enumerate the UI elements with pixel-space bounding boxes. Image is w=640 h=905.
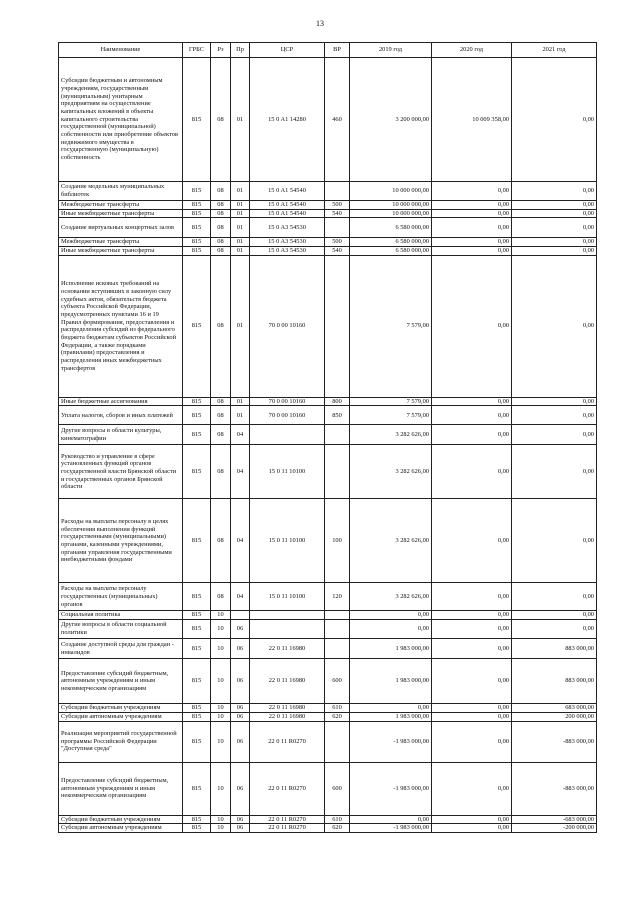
cell-y2019: 0,00 [350, 620, 432, 639]
cell-y2020: 0,00 [432, 611, 512, 620]
cell-grbs: 815 [183, 499, 211, 583]
cell-csr: 15 0 A1 54540 [250, 182, 325, 201]
cell-y2019: 6 580 000,00 [350, 238, 432, 247]
cell-y2021: 0,00 [512, 238, 597, 247]
table-row [59, 815, 597, 824]
cell-name: Межбюджетные трансферты [59, 238, 183, 247]
cell-pr [231, 611, 250, 620]
cell-y2021: 0,00 [512, 182, 597, 201]
cell-rz: 10 [211, 611, 231, 620]
cell-grbs: 815 [183, 397, 211, 406]
cell-y2019: 10 000 000,00 [350, 182, 432, 201]
cell-vr [325, 218, 350, 238]
cell-pr: 01 [231, 58, 250, 182]
cell-csr: 22 0 11 16980 [250, 704, 325, 713]
cell-rz: 08 [211, 397, 231, 406]
cell-name: Субсидии бюджетным учреждениям [59, 704, 183, 713]
header-name: Наименование [59, 43, 183, 58]
table-row [59, 397, 597, 406]
table-row [59, 639, 597, 659]
cell-y2021: 0,00 [512, 255, 597, 397]
cell-rz: 10 [211, 659, 231, 704]
cell-name: Создание доступной среды для граждан - инвалидов [59, 639, 183, 659]
cell-pr: 01 [231, 209, 250, 218]
cell-rz: 08 [211, 58, 231, 182]
cell-y2020: 10 009 358,00 [432, 58, 512, 182]
cell-csr: 15 0 A1 54540 [250, 201, 325, 210]
cell-vr: 850 [325, 406, 350, 425]
cell-rz: 10 [211, 704, 231, 713]
cell-grbs: 815 [183, 406, 211, 425]
cell-y2019: 7 579,00 [350, 397, 432, 406]
table-row [59, 499, 597, 583]
budget-table [58, 42, 597, 833]
header-vr: ВР [325, 43, 350, 58]
cell-vr: 540 [325, 209, 350, 218]
cell-y2021: 200 000,00 [512, 712, 597, 721]
header-pr: Пр [231, 43, 250, 58]
table-row [59, 659, 597, 704]
cell-y2021: 0,00 [512, 620, 597, 639]
cell-vr: 800 [325, 397, 350, 406]
cell-name: Субсидии бюджетным учреждениям [59, 815, 183, 824]
cell-csr: 70 0 00 10160 [250, 406, 325, 425]
cell-grbs: 815 [183, 238, 211, 247]
cell-csr [250, 611, 325, 620]
cell-vr [325, 425, 350, 445]
cell-grbs: 815 [183, 209, 211, 218]
table-row [59, 704, 597, 713]
cell-vr: 120 [325, 583, 350, 611]
cell-rz: 08 [211, 247, 231, 256]
cell-vr: 500 [325, 238, 350, 247]
cell-rz: 10 [211, 639, 231, 659]
cell-rz: 08 [211, 182, 231, 201]
cell-name: Предоставление субсидий бюджетным, автономным учреждениям и иным некоммерческим организациям [59, 659, 183, 704]
cell-pr: 01 [231, 255, 250, 397]
table-row [59, 406, 597, 425]
table-row [59, 583, 597, 611]
cell-vr [325, 182, 350, 201]
cell-name: Иные межбюджетные трансферты [59, 247, 183, 256]
cell-pr: 06 [231, 762, 250, 815]
cell-y2020: 0,00 [432, 762, 512, 815]
cell-y2021: 0,00 [512, 445, 597, 499]
table-row [59, 824, 597, 833]
cell-y2020: 0,00 [432, 406, 512, 425]
cell-y2020: 0,00 [432, 255, 512, 397]
cell-csr [250, 620, 325, 639]
cell-rz: 10 [211, 762, 231, 815]
cell-grbs: 815 [183, 712, 211, 721]
cell-y2021: 0,00 [512, 611, 597, 620]
cell-csr: 22 0 11 R0270 [250, 762, 325, 815]
table-row [59, 255, 597, 397]
cell-y2021: 883 000,00 [512, 639, 597, 659]
table-header [59, 43, 597, 58]
cell-rz: 08 [211, 238, 231, 247]
cell-y2021: -683 000,00 [512, 815, 597, 824]
cell-grbs: 815 [183, 247, 211, 256]
cell-name: Иные межбюджетные трансферты [59, 209, 183, 218]
cell-rz: 08 [211, 425, 231, 445]
cell-y2019: 7 579,00 [350, 255, 432, 397]
cell-name: Создание виртуальных концертных залов [59, 218, 183, 238]
cell-rz: 10 [211, 721, 231, 762]
cell-grbs: 815 [183, 659, 211, 704]
cell-y2020: 0,00 [432, 639, 512, 659]
cell-y2021: 0,00 [512, 218, 597, 238]
cell-y2021: -883 000,00 [512, 721, 597, 762]
cell-name: Расходы на выплаты персоналу в целях обеспечения выполнения функций государственными (муниципальными) органами, казенными учреждениями, органами управления государственными внебюджетными фондами [59, 499, 183, 583]
cell-csr: 15 0 11 10100 [250, 583, 325, 611]
cell-name: Субсидии бюджетным и автономным учреждениям, государственным (муниципальным) унитарным предприятиям на осуществление капитальных вложений в объекты капитального строительства государственной (муниципальной) собственности или приобретение объектов недвижимого имущества в государственную (муниципальную) собственность [59, 58, 183, 182]
cell-y2020: 0,00 [432, 721, 512, 762]
cell-name: Уплата налогов, сборов и иных платежей [59, 406, 183, 425]
cell-y2019: 3 282 626,00 [350, 425, 432, 445]
table-row [59, 712, 597, 721]
cell-y2019: 1 983 000,00 [350, 639, 432, 659]
cell-rz: 10 [211, 712, 231, 721]
cell-y2020: 0,00 [432, 620, 512, 639]
cell-y2020: 0,00 [432, 704, 512, 713]
cell-rz: 08 [211, 255, 231, 397]
cell-vr [325, 721, 350, 762]
table-row [59, 247, 597, 256]
cell-vr [325, 611, 350, 620]
cell-pr: 06 [231, 620, 250, 639]
cell-vr: 610 [325, 815, 350, 824]
cell-y2019: 0,00 [350, 611, 432, 620]
cell-y2020: 0,00 [432, 445, 512, 499]
cell-grbs: 815 [183, 201, 211, 210]
cell-name: Создание модельных муниципальных библиотек [59, 182, 183, 201]
cell-csr: 22 0 11 16980 [250, 639, 325, 659]
table-row [59, 218, 597, 238]
cell-pr: 06 [231, 659, 250, 704]
cell-pr: 06 [231, 704, 250, 713]
cell-vr [325, 255, 350, 397]
cell-name: Предоставление субсидий бюджетным, автономным учреждениям и иным некоммерческим организациям [59, 762, 183, 815]
cell-rz: 08 [211, 218, 231, 238]
header-grbs: ГРБС [183, 43, 211, 58]
table-row [59, 425, 597, 445]
cell-y2020: 0,00 [432, 659, 512, 704]
cell-vr: 600 [325, 659, 350, 704]
cell-pr: 01 [231, 406, 250, 425]
cell-grbs: 815 [183, 182, 211, 201]
cell-name: Иные бюджетные ассигнования [59, 397, 183, 406]
cell-vr: 620 [325, 824, 350, 833]
cell-grbs: 815 [183, 58, 211, 182]
cell-vr: 540 [325, 247, 350, 256]
cell-y2019: 6 580 000,00 [350, 247, 432, 256]
cell-name: Субсидии автономным учреждениям [59, 712, 183, 721]
table-row [59, 620, 597, 639]
cell-pr: 01 [231, 238, 250, 247]
cell-vr: 620 [325, 712, 350, 721]
header-2019: 2019 год [350, 43, 432, 58]
cell-y2020: 0,00 [432, 712, 512, 721]
page-number: 13 [316, 19, 324, 28]
cell-csr: 22 0 11 R0270 [250, 824, 325, 833]
cell-csr: 15 0 A3 54530 [250, 247, 325, 256]
table-row [59, 238, 597, 247]
cell-y2020: 0,00 [432, 209, 512, 218]
cell-y2021: 0,00 [512, 583, 597, 611]
cell-csr: 15 0 A1 14280 [250, 58, 325, 182]
cell-y2019: 7 579,00 [350, 406, 432, 425]
cell-y2019: 1 983 000,00 [350, 712, 432, 721]
cell-pr: 04 [231, 445, 250, 499]
cell-pr: 06 [231, 824, 250, 833]
cell-y2021: 0,00 [512, 499, 597, 583]
cell-y2020: 0,00 [432, 425, 512, 445]
cell-rz: 10 [211, 824, 231, 833]
cell-vr: 500 [325, 201, 350, 210]
cell-grbs: 815 [183, 721, 211, 762]
cell-grbs: 815 [183, 815, 211, 824]
cell-pr: 01 [231, 397, 250, 406]
cell-pr: 01 [231, 218, 250, 238]
table-row [59, 445, 597, 499]
cell-grbs: 815 [183, 425, 211, 445]
cell-rz: 08 [211, 406, 231, 425]
cell-y2020: 0,00 [432, 182, 512, 201]
table-row [59, 721, 597, 762]
cell-y2019: 1 983 000,00 [350, 659, 432, 704]
cell-y2021: 0,00 [512, 209, 597, 218]
cell-grbs: 815 [183, 611, 211, 620]
cell-name: Социальная политика [59, 611, 183, 620]
cell-grbs: 815 [183, 445, 211, 499]
cell-y2020: 0,00 [432, 583, 512, 611]
header-csr: ЦСР [250, 43, 325, 58]
cell-name: Другие вопросы в области социальной политики [59, 620, 183, 639]
cell-name: Расходы на выплаты персоналу государственных (муниципальных) органов [59, 583, 183, 611]
cell-y2020: 0,00 [432, 247, 512, 256]
cell-vr: 600 [325, 762, 350, 815]
cell-name: Межбюджетные трансферты [59, 201, 183, 210]
cell-y2021: 0,00 [512, 406, 597, 425]
cell-csr: 15 0 11 10100 [250, 499, 325, 583]
table-row [59, 611, 597, 620]
header-2020: 2020 год [432, 43, 512, 58]
cell-pr: 06 [231, 815, 250, 824]
header-row [59, 43, 597, 58]
cell-vr: 100 [325, 499, 350, 583]
cell-grbs: 815 [183, 583, 211, 611]
cell-csr: 15 0 A3 54530 [250, 218, 325, 238]
cell-rz: 10 [211, 620, 231, 639]
cell-y2019: 3 200 000,00 [350, 58, 432, 182]
cell-grbs: 815 [183, 639, 211, 659]
cell-grbs: 815 [183, 704, 211, 713]
cell-grbs: 815 [183, 620, 211, 639]
cell-y2020: 0,00 [432, 397, 512, 406]
cell-y2019: -1 983 000,00 [350, 762, 432, 815]
cell-y2019: 10 000 000,00 [350, 201, 432, 210]
cell-y2019: -1 983 000,00 [350, 824, 432, 833]
cell-y2019: 6 580 000,00 [350, 218, 432, 238]
cell-y2021: 0,00 [512, 201, 597, 210]
cell-pr: 04 [231, 499, 250, 583]
cell-name: Руководство и управление в сфере установленных функций органов государственной власти Брянской области и государственных органов Брянской области [59, 445, 183, 499]
cell-csr: 70 0 00 10160 [250, 397, 325, 406]
cell-y2019: 0,00 [350, 704, 432, 713]
cell-name: Исполнение исковых требований на основании вступивших в законную силу судебных актов, обязательств бюджета субъекта Российской Федерации, предусмотренных пунктами 16 и 19 Правил формирования, предоставления и распределения субсидий из федерального бюджета бюджетам субъектов Российской Федерации, а также порядками (правилами) предоставления и распределения иных межбюджетных трансфертов [59, 255, 183, 397]
cell-rz: 08 [211, 583, 231, 611]
cell-vr [325, 639, 350, 659]
table-row [59, 201, 597, 210]
cell-y2020: 0,00 [432, 499, 512, 583]
cell-csr [250, 425, 325, 445]
cell-rz: 10 [211, 815, 231, 824]
header-2021: 2021 год [512, 43, 597, 58]
cell-pr: 01 [231, 201, 250, 210]
cell-y2021: 0,00 [512, 247, 597, 256]
cell-csr: 15 0 11 10100 [250, 445, 325, 499]
cell-vr [325, 620, 350, 639]
table-row [59, 762, 597, 815]
cell-vr: 610 [325, 704, 350, 713]
cell-csr: 22 0 11 16980 [250, 659, 325, 704]
cell-y2020: 0,00 [432, 238, 512, 247]
cell-pr: 06 [231, 639, 250, 659]
cell-rz: 08 [211, 209, 231, 218]
table-row [59, 182, 597, 201]
cell-name: Субсидии автономным учреждениям [59, 824, 183, 833]
cell-y2020: 0,00 [432, 824, 512, 833]
table-row [59, 209, 597, 218]
cell-pr: 04 [231, 583, 250, 611]
cell-name: Реализация мероприятий государственной программы Российской Федерации "Доступная среда" [59, 721, 183, 762]
cell-grbs: 815 [183, 762, 211, 815]
cell-rz: 08 [211, 445, 231, 499]
cell-vr: 460 [325, 58, 350, 182]
cell-vr [325, 445, 350, 499]
cell-y2019: -1 983 000,00 [350, 721, 432, 762]
cell-csr: 70 0 00 10160 [250, 255, 325, 397]
cell-y2021: -883 000,00 [512, 762, 597, 815]
cell-rz: 08 [211, 201, 231, 210]
cell-rz: 08 [211, 499, 231, 583]
cell-csr: 15 0 A1 54540 [250, 209, 325, 218]
cell-y2021: -200 000,00 [512, 824, 597, 833]
cell-pr: 01 [231, 182, 250, 201]
cell-y2019: 0,00 [350, 815, 432, 824]
cell-y2020: 0,00 [432, 218, 512, 238]
cell-y2021: 0,00 [512, 425, 597, 445]
table-body [59, 58, 597, 833]
cell-csr: 15 0 A3 54530 [250, 238, 325, 247]
cell-y2019: 3 282 626,00 [350, 445, 432, 499]
table-row [59, 58, 597, 182]
cell-pr: 06 [231, 712, 250, 721]
header-rz: Рз [211, 43, 231, 58]
cell-y2019: 3 282 626,00 [350, 583, 432, 611]
cell-grbs: 815 [183, 218, 211, 238]
cell-name: Другие вопросы в области культуры, кинематографии [59, 425, 183, 445]
cell-pr: 04 [231, 425, 250, 445]
cell-y2020: 0,00 [432, 815, 512, 824]
cell-pr: 06 [231, 721, 250, 762]
cell-csr: 22 0 11 R0270 [250, 815, 325, 824]
cell-grbs: 815 [183, 824, 211, 833]
cell-y2021: 683 000,00 [512, 704, 597, 713]
cell-y2019: 10 000 000,00 [350, 209, 432, 218]
cell-pr: 01 [231, 247, 250, 256]
cell-y2020: 0,00 [432, 201, 512, 210]
cell-y2021: 0,00 [512, 397, 597, 406]
cell-grbs: 815 [183, 255, 211, 397]
cell-y2021: 0,00 [512, 58, 597, 182]
cell-csr: 22 0 11 R0270 [250, 721, 325, 762]
cell-y2019: 3 282 626,00 [350, 499, 432, 583]
cell-y2021: 883 000,00 [512, 659, 597, 704]
cell-csr: 22 0 11 16980 [250, 712, 325, 721]
